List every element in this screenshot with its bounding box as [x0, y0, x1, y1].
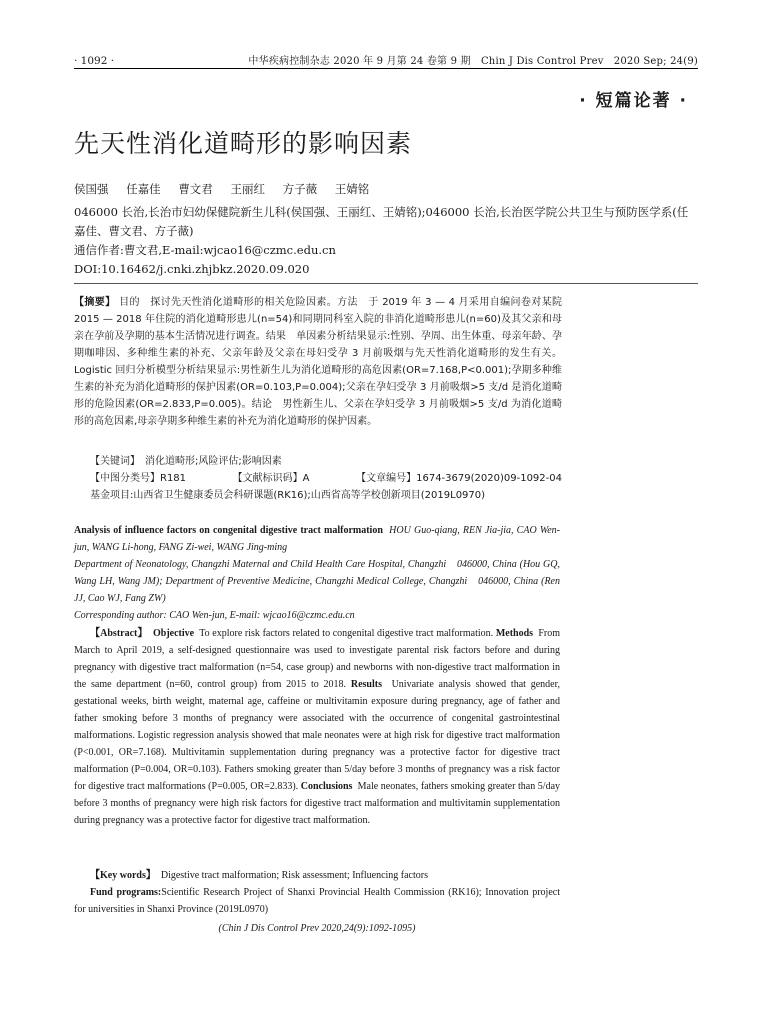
keywords-label-en: 【Key words】	[90, 870, 156, 881]
fund-cn: 基金项目:山西省卫生健康委员会科研课题(RK16);山西省高等学校创新项目(2019L0970)	[90, 490, 486, 501]
section-tag: · 短篇论著 ·	[579, 91, 688, 111]
results-text: Univariate analysis showed that gender, gestational weeks, birth weight, maternal age, caffeine or multivitamin exposure during pregnancy, age of father and father smoking before 3 months of pregnancy were associated with the occurrence of congenital gastrointestinal malformations. Logistic regression analysis showed that male neonates were at high risk for digestive tract malformation (P<0.001, OR=7.168). Multivitamin supplementation during pregnancy was a protective factor for digestive tract malformation (P=0.004, OR=0.103). Fathers smoking greater than 5/day before 3 months of pregnancy was a risk factor for digestive tract malformations (P=0.005, OR=2.833).	[74, 679, 561, 792]
author-cn: 曹文君	[178, 182, 213, 196]
objective-text: To explore risk factors related to congenital digestive tract malformation.	[199, 628, 494, 639]
affiliation-en: Department of Neonatology, Changzhi Maternal and Child Health Care Hospital, Changzhi 046000, China (Hou GQ, Wang LH, Wang JM); Department of Preventive Medicine, Changzhi Medical College, Changzhi 046000, China (Ren JJ, Cao WJ, Fang ZW)	[74, 559, 560, 604]
fund-en	[74, 884, 560, 918]
abstract-text-cn: 目的 探讨先天性消化道畸形的相关危险因素。方法 于 2019 年 3 — 4 月采用自编问卷对某院 2015 — 2018 年住院的消化道畸形患儿(n=54)和同期同科室入院的非消化道畸形患儿(n=60)及其父亲和母亲在孕前及孕期的基本生活情况进行调查。结果 单因素分析结果显示:性别、孕周、出生体重、母亲年龄、孕期咖啡因、多种维生素的补充、父亲年龄及父亲在母妇受孕 3 月前吸烟与先天性消化道畸形的发生有关。Logistic 回归分析模型分析结果显示:男性新生儿为消化道畸形的高危因素(OR=7.168,P<0.001);孕期多种维生素的补充为消化道畸形的保护因素(OR=0.103,P=0.004);父亲在孕妇受孕 3 月前吸烟>5 支/d 是消化道畸形的危险因素(OR=2.833,P=0.005)。结论 男性新生儿、父亲在孕妇受孕 3 月前吸烟>5 支/d 为消化道畸形的高危因素,母亲孕期多种维生素的补充为消化道畸形的保护因素。	[74, 297, 562, 427]
article-number: 【文章编号】1674-3679(2020)09-1092-04	[356, 473, 562, 484]
abstract-label-cn: 【摘要】	[74, 297, 116, 308]
fund-label-en: Fund programs:	[90, 887, 162, 898]
author-cn: 方子薇	[282, 182, 318, 196]
abstract-cn	[74, 294, 562, 430]
running-header	[74, 52, 698, 67]
page-number: · 1092 ·	[74, 55, 115, 67]
methods-text: From March to April 2019, a self-designed questionnaire was used to investigate parental risk factors before and during pregnancy with digestive tract malformation (n=54, case group) and newborns with non-digestive tract malformation in the same department (n=60, control group) from 2015 to 2018.	[74, 628, 561, 690]
article-title-cn: 先天性消化道畸形的影响因素	[74, 129, 413, 158]
keywords-cn: 【关键词】 消化道畸形;风险评估;影响因素	[90, 456, 282, 467]
author-list-cn	[74, 180, 690, 199]
keywords-text-en: Digestive tract malformation; Risk assessment; Influencing factors	[160, 870, 428, 881]
affiliation-cn: 046000 长治,长治市妇幼保健院新生儿科(侯国强、王丽红、王婧铭);046000 长治,长治医学院公共卫生与预防医学系(任嘉佳、曹文君、方子薇)	[74, 205, 689, 238]
author-cn: 王婧铭	[334, 182, 370, 196]
citation: (Chin J Dis Control Prev 2020,24(9):1092-1095)	[218, 923, 416, 934]
author-cn: 王丽红	[230, 182, 265, 196]
corresponding-author-cn: 通信作者:曹文君,E-mail:wjcao16@czmc.edu.cn	[74, 243, 336, 257]
journal-info: 中华疾病控制杂志 2020 年 9 月第 24 卷第 9 期 Chin J Dis Control Prev 2020 Sep; 24(9)	[248, 56, 698, 67]
abstract-label-en: 【Abstract】	[90, 628, 148, 639]
conclusions-text: Male neonates, fathers smoking greater than 5/day before 3 months of pregnancy were high risk factors for digestive tract malformation and multivitamin supplementation during pregnancy was a protective factor for digestive tract malformation.	[74, 781, 561, 826]
author-cn: 侯国强	[74, 182, 109, 196]
document-code: 【文献标识码】A	[232, 473, 310, 484]
classification-row	[74, 470, 562, 487]
objective-label: Objective	[153, 628, 195, 639]
results-label: Results	[350, 679, 382, 690]
doi: DOI:10.16462/j.cnki.zhjbkz.2020.09.020	[74, 262, 310, 276]
section-rule	[74, 283, 698, 284]
author-list-en: HOU Guo-qiang, REN Jia-jia, CAO Wen-jun, WANG Li-hong, FANG Zi-wei, WANG Jing-ming	[74, 525, 560, 553]
article-title-en: Analysis of influence factors on congenital digestive tract malformation	[74, 525, 383, 536]
conclusions-label: Conclusions	[300, 781, 353, 792]
class-number: 【中图分类号】R181	[90, 473, 187, 484]
english-title-block	[74, 522, 560, 556]
author-cn: 任嘉佳	[126, 182, 161, 196]
corresponding-author-en: Corresponding author: CAO Wen-jun, E-mail: wjcao16@czmc.edu.cn	[74, 610, 355, 621]
abstract-en	[74, 625, 560, 829]
methods-label: Methods	[495, 628, 534, 639]
keywords-en	[74, 867, 560, 884]
fund-text-en: Scientific Research Project of Shanxi Provincial Health Commission (RK16); Innovation project for universities in Shanxi Province (2019L0970)	[74, 887, 560, 915]
header-rule	[74, 68, 698, 69]
